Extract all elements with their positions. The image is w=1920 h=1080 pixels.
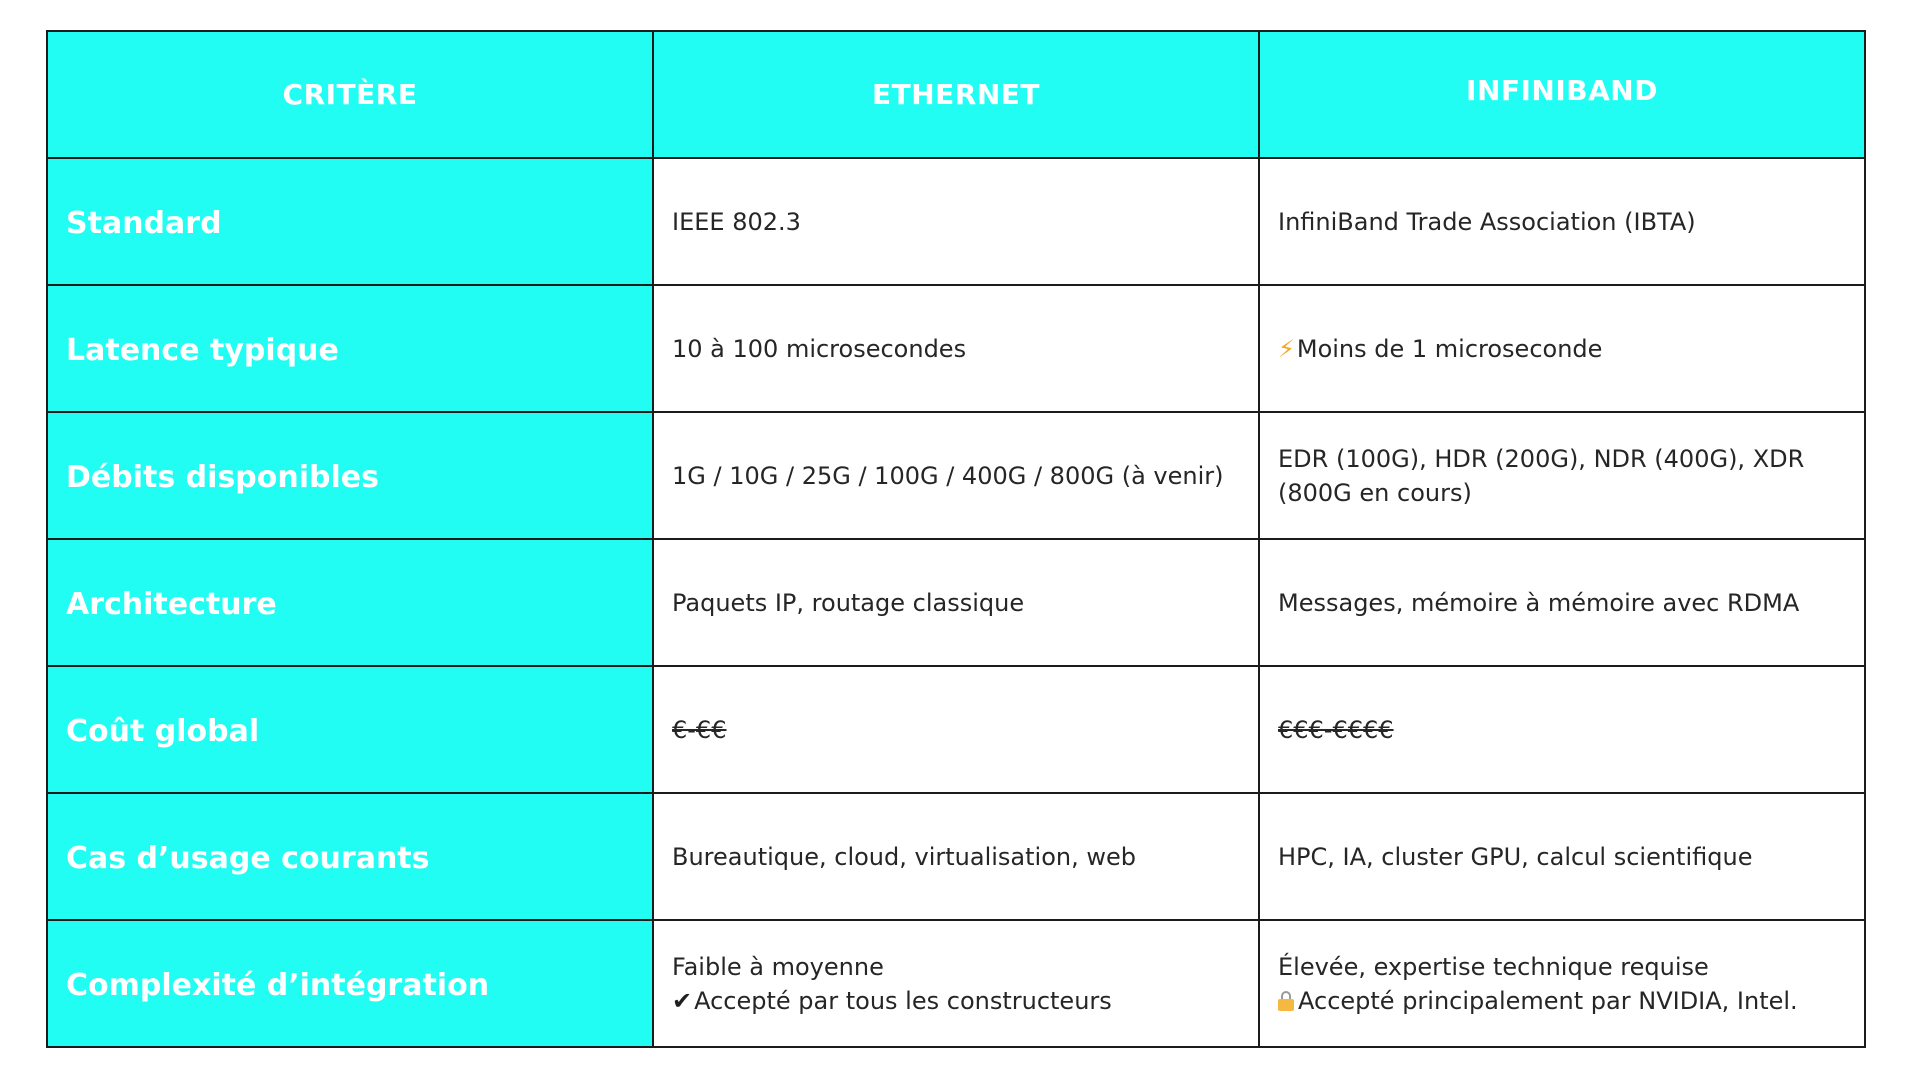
ethernet-cell: IEEE 802.3	[653, 158, 1259, 285]
header-criterion: CRITÈRE	[47, 31, 653, 158]
infiniband-text: Moins de 1 microseconde	[1296, 334, 1603, 363]
ethernet-text-line: Faible à moyenne	[672, 952, 884, 981]
ethernet-cell: Paquets IP, routage classique	[653, 539, 1259, 666]
table-row	[47, 666, 1865, 793]
ethernet-cell	[653, 666, 1259, 793]
criterion-cell: Débits disponibles	[47, 412, 653, 539]
criterion-cell: Latence typique	[47, 285, 653, 412]
infiniband-cell	[1259, 412, 1865, 539]
table-row	[47, 158, 1865, 285]
infiniband-cell: InfiniBand Trade Association (IBTA)	[1259, 158, 1865, 285]
infiniband-cell	[1259, 285, 1865, 412]
ethernet-cell: 10 à 100 microsecondes	[653, 285, 1259, 412]
infiniband-text: Accepté principalement par NVIDIA, Intel.	[1298, 986, 1798, 1015]
table-row	[47, 412, 1865, 539]
infiniband-text-line: (800G en cours)	[1278, 478, 1472, 507]
criterion-cell: Complexité d’intégration	[47, 920, 653, 1047]
table-row	[47, 539, 1865, 666]
criterion-cell: Coût global	[47, 666, 653, 793]
infiniband-text-line: Élevée, expertise technique requise	[1278, 952, 1709, 981]
header-ethernet: ETHERNET	[653, 31, 1259, 158]
ethernet-cost: €-€€	[672, 715, 727, 744]
criterion-cell: Architecture	[47, 539, 653, 666]
table-row	[47, 285, 1865, 412]
infiniband-cell	[1259, 920, 1865, 1047]
lock-icon	[1278, 991, 1294, 1011]
header-row	[47, 31, 1865, 158]
infiniband-text-line	[1278, 984, 1846, 1018]
criterion-cell: Cas d’usage courants	[47, 793, 653, 920]
ethernet-cell	[653, 920, 1259, 1047]
comparison-table	[46, 30, 1866, 1048]
table-row	[47, 793, 1865, 920]
infiniband-text-line: EDR (100G), HDR (200G), NDR (400G), XDR	[1278, 444, 1805, 473]
ethernet-cell: 1G / 10G / 25G / 100G / 400G / 800G (à venir)	[653, 412, 1259, 539]
header-infiniband: INFINIBAND	[1259, 31, 1865, 158]
infiniband-cell: Messages, mémoire à mémoire avec RDMA	[1259, 539, 1865, 666]
table-row	[47, 920, 1865, 1047]
ethernet-text: Accepté par tous les constructeurs	[694, 986, 1112, 1015]
infiniband-cell	[1259, 666, 1865, 793]
lightning-icon: ⚡	[1278, 334, 1295, 363]
infiniband-cost: €€€-€€€€	[1278, 715, 1394, 744]
checkmark-icon: ✔	[672, 986, 693, 1015]
ethernet-text-line	[672, 984, 1240, 1018]
criterion-cell: Standard	[47, 158, 653, 285]
infiniband-cell: HPC, IA, cluster GPU, calcul scientifique	[1259, 793, 1865, 920]
ethernet-cell: Bureautique, cloud, virtualisation, web	[653, 793, 1259, 920]
